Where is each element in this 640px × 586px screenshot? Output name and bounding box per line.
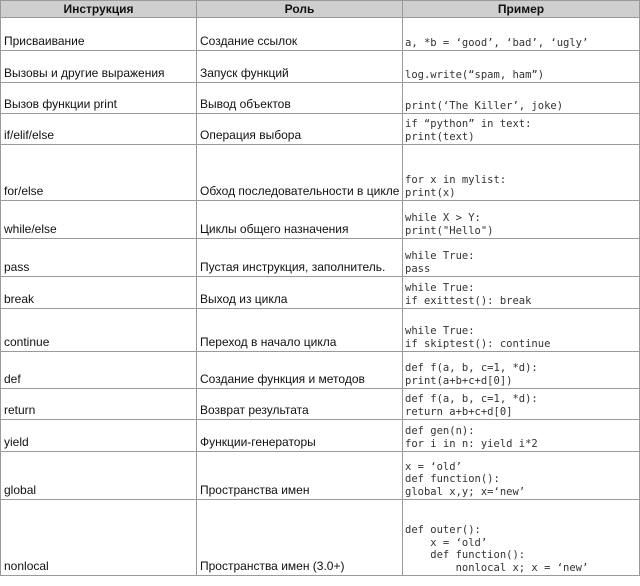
table-row xyxy=(1,239,640,277)
instruction-cell: break xyxy=(1,277,197,309)
role-cell: Переход в начало цикла xyxy=(197,309,403,352)
table-row xyxy=(1,201,640,239)
example-cell: def f(a, b, c=1, *d): return a+b+c+d[0] xyxy=(403,389,640,420)
header-example: Пример xyxy=(403,1,640,18)
table-row xyxy=(1,18,640,51)
example-cell: def gen(n): for i in n: yield i*2 xyxy=(403,420,640,452)
instruction-cell: continue xyxy=(1,309,197,352)
role-cell: Функции-генераторы xyxy=(197,420,403,452)
instruction-cell: Присваивание xyxy=(1,18,197,51)
instruction-cell: if/elif/else xyxy=(1,114,197,145)
role-cell: Запуск функций xyxy=(197,51,403,83)
role-cell: Вывод объектов xyxy=(197,83,403,114)
example-cell: for x in mylist: print(x) xyxy=(403,145,640,201)
instruction-cell: global xyxy=(1,452,197,500)
table-row xyxy=(1,51,640,83)
instruction-cell: while/else xyxy=(1,201,197,239)
role-cell: Выход из цикла xyxy=(197,277,403,309)
instruction-cell: yield xyxy=(1,420,197,452)
example-cell: while True: if exittest(): break xyxy=(403,277,640,309)
role-cell: Циклы общего назначения xyxy=(197,201,403,239)
instruction-cell: Вызов функции print xyxy=(1,83,197,114)
example-cell: while X > Y: print("Hello") xyxy=(403,201,640,239)
example-cell: while True: if skiptest(): continue xyxy=(403,309,640,352)
example-cell: x = ‘old’ def function(): global x,y; x=‘new’ xyxy=(403,452,640,500)
role-cell: Обход последовательности в цикле xyxy=(197,145,403,201)
role-cell: Пространства имен (3.0+) xyxy=(197,500,403,576)
role-cell: Операция выбора xyxy=(197,114,403,145)
example-cell: a, *b = ‘good’, ‘bad’, ‘ugly’ xyxy=(403,18,640,51)
table-row xyxy=(1,309,640,352)
table-row xyxy=(1,277,640,309)
table-row xyxy=(1,114,640,145)
header-instruction: Инструкция xyxy=(1,1,197,18)
instruction-cell: pass xyxy=(1,239,197,277)
role-cell: Возврат результата xyxy=(197,389,403,420)
role-cell: Создание ссылок xyxy=(197,18,403,51)
table-row xyxy=(1,145,640,201)
table-row xyxy=(1,389,640,420)
example-cell: log.write(“spam, ham”) xyxy=(403,51,640,83)
role-cell: Пустая инструкция, заполнитель. xyxy=(197,239,403,277)
table-row xyxy=(1,452,640,500)
example-cell: def f(a, b, c=1, *d): print(a+b+c+d[0]) xyxy=(403,352,640,389)
header-row xyxy=(1,1,640,18)
table-row xyxy=(1,352,640,389)
instruction-cell: Вызовы и другие выражения xyxy=(1,51,197,83)
example-cell: print(‘The Killer’, joke) xyxy=(403,83,640,114)
role-cell: Создание функция и методов xyxy=(197,352,403,389)
instruction-cell: return xyxy=(1,389,197,420)
example-cell: while True: pass xyxy=(403,239,640,277)
table-row xyxy=(1,83,640,114)
role-cell: Пространства имен xyxy=(197,452,403,500)
table-row xyxy=(1,500,640,576)
example-cell: if “python” in text: print(text) xyxy=(403,114,640,145)
instruction-cell: nonlocal xyxy=(1,500,197,576)
header-role: Роль xyxy=(197,1,403,18)
table-row xyxy=(1,420,640,452)
instruction-cell: def xyxy=(1,352,197,389)
instruction-cell: for/else xyxy=(1,145,197,201)
example-cell: def outer(): x = ‘old’ def function(): nonlocal x; x = ‘new’ xyxy=(403,500,640,576)
